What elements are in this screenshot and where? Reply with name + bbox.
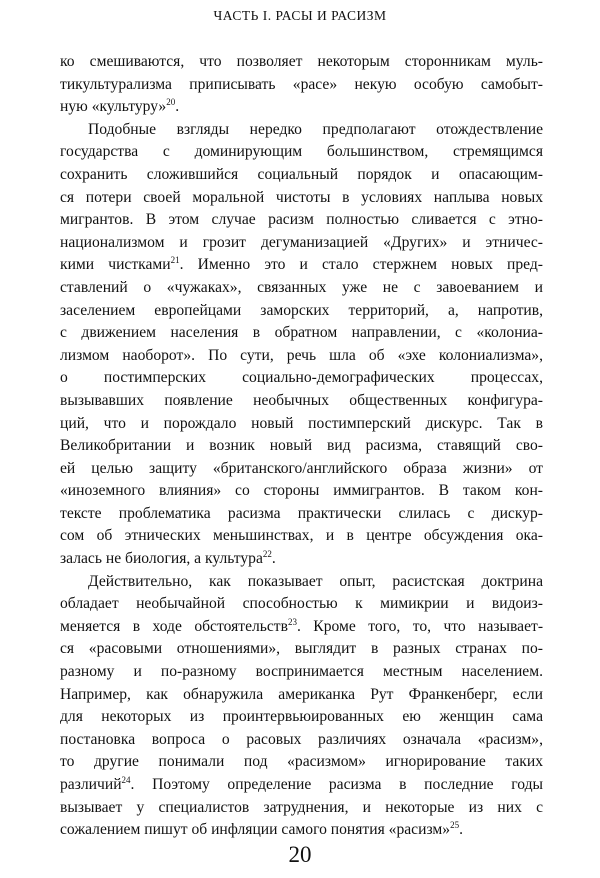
text-line: тикультурализма приписывать «расе» некую особую самобыт- [60,75,543,93]
text-line: ся потери своей моральной чистоты в условиях наплыва новых [60,188,543,206]
text-line: Например, как обнаружила американка Рут Франкенберг, если [60,685,543,703]
running-head: ЧАСТЬ I. РАСЫ И РАСИЗМ [213,8,387,23]
text-line: национализмом и грозит дегуманизацией «Других» и этничес- [60,233,543,251]
text-line: различий$^{24}$. Поэтому определение расизма в последние годы [60,775,543,793]
footnote-marker: 22 [262,549,272,560]
text-line: разному и по-разному воспринимается местным населением. [60,663,543,681]
text-line: ко смешиваются, что позволяет некоторым сторонникам муль- [60,53,543,70]
footnote-marker: 20 [166,97,176,108]
text-line: ставлений о «чужаках», связанных уже не с завоеванием и [60,278,543,296]
footnote-marker: 25 [450,820,460,831]
page-number: 20 [288,842,312,867]
text-line: сохранить сложившийся социальный порядок и опасающим- [60,165,543,183]
text-line: меняется в ходе обстоятельств$^{23}$. Кроме того, то, что называет- [60,616,544,635]
footnote-marker: 24 [121,775,131,785]
text-line: сожалением пишут об инфляции самого понятия «расизм»$^{25}$. [60,820,463,839]
text-line: ся «расовыми отношениями», выглядит в разных странах по- [60,640,543,658]
text-line: то другие понимали под «расизмом» игнорирование таких [60,753,543,771]
text-line: о постимперских социально-демографических процессах, [60,369,543,387]
text-line: обладает необычайной способностью к мимикрии и видоиз- [60,595,543,613]
footnote-marker: 21 [170,255,180,266]
text-line: вызывавших появление необычных общественных конфигура- [60,391,543,409]
text-line: мигрантов. В этом случае расизм полностью сливается с этно- [60,211,543,229]
body-text [60,51,543,842]
paragraph [60,51,543,119]
footnote-marker: 23 [288,616,297,627]
text-line: Действительно, как показывает опыт, расистская доктрина [88,572,543,590]
text-line: вызывает у специалистов затруднения, и некоторые из них с [60,798,543,816]
text-line: для некоторых из проинтервьюированных ею женщин сама [60,708,543,726]
text-line: государства с доминирующим большинством, стремящимся [60,143,543,161]
text-line: с движением населения в обратном направлении, с «колониа- [60,324,543,342]
paragraph [60,119,543,571]
text-line: залась не биология, а культура$^{22}$. [60,549,276,568]
text-line: заселением европейцами заморских территорий, а, напротив, [60,301,543,319]
text-line: ную «культуру»$^{20}$. [60,97,180,116]
text-line: лизмом наоборот». По сути, речь шла об «эхе колониализма», [60,346,543,364]
text-line: Подобные взгляды нередко предполагают отождествление [88,120,543,138]
paragraph [60,571,543,842]
text-line: ей целью защиту «британского/английского образа жизни» от [60,459,543,477]
text-line: кими чистками$^{21}$. Именно это и стало стержнем новых пред- [60,255,544,274]
text-line: постановка вопроса о расовых различиях означала «расизм», [60,730,543,748]
text-line: Великобритании и возник новый вид расизма, ставящий сво- [60,437,543,455]
text-line: ций, что и порождало новый постимперский дискурс. Так в [60,414,543,432]
text-line: «иноземного влияния» со стороны иммигрантов. В таком кон- [60,482,543,500]
text-line: тексте проблематика расизма практически слилась с дискур- [60,504,543,522]
text-line: сом об этнических меньшинствах, и в центре обсуждения ока- [60,527,543,545]
